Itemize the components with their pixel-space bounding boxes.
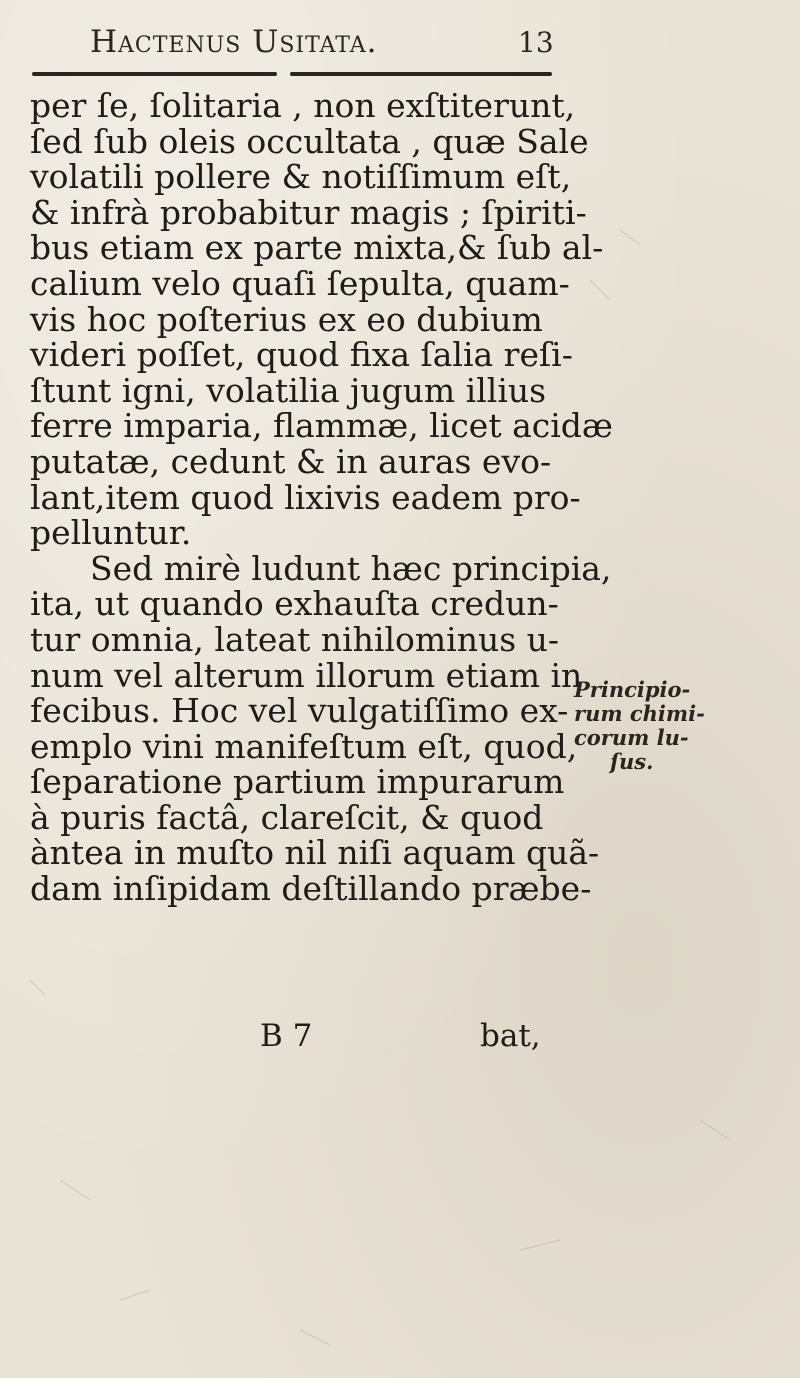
text-line: vis hoc poſterius ex eo dubium	[30, 299, 543, 339]
text-line: volatili pollere & notiſſimum eſt,	[30, 157, 572, 197]
page-number: 13	[518, 26, 554, 59]
text-line: bus etiam ex parte mixta,& ſub al-	[30, 228, 604, 268]
main-text-block	[30, 86, 613, 909]
text-line: num vel alterum illorum etiam in	[30, 655, 583, 695]
page-footer	[0, 1018, 800, 1058]
marginal-note-line: ſus.	[610, 749, 654, 774]
page-header	[76, 22, 576, 66]
text-line: tur omnia, lateat nihilominus u-	[30, 619, 560, 659]
text-line: ſed ſub oleis occultata , quæ Sale	[30, 121, 589, 161]
catchword: bat,	[480, 1018, 541, 1054]
text-line: ita, ut quando exhauſta credun-	[30, 584, 559, 624]
header-rule-left	[32, 72, 277, 76]
text-line: ſtunt igni, volatilia jugum illius	[30, 370, 547, 410]
signature-mark: B 7	[260, 1018, 313, 1054]
text-line: calium velo quaſi ſepulta, quam-	[30, 263, 570, 303]
marginal-note	[574, 678, 724, 774]
text-line: ferre imparia, flammæ, licet acidæ	[30, 406, 613, 446]
text-line: per ſe, ſolitaria , non exſtiterunt,	[30, 86, 576, 125]
text-line: àntea in muſto nil niſi aquam quã-	[30, 833, 600, 873]
marginal-note-line: corum lu-	[574, 725, 689, 750]
text-line: lant,item quod lixivis eadem pro-	[30, 477, 581, 517]
text-line: & infrà probabitur magis ; ſpiriti-	[30, 192, 587, 232]
marginal-note-line: Principio-	[574, 677, 691, 702]
text-line: à puris factâ, clareſcit, & quod	[30, 797, 544, 837]
text-line: videri poſſet, quod fixa ſalia reſi-	[30, 335, 573, 375]
text-line: pelluntur.	[30, 513, 192, 553]
text-line: dam inſipidam deſtillando præbe-	[30, 869, 592, 909]
paragraph-first-line: Sed mirè ludunt hæc principia,	[90, 548, 612, 588]
text-line: putatæ, cedunt & in auras evo-	[30, 441, 552, 481]
text-line: fecibus. Hoc vel vulgatiſſimo ex-	[30, 691, 569, 731]
text-line: emplo vini manifeſtum eſt, quod,	[30, 726, 578, 766]
text-line: ſeparatione partium impurarum	[30, 762, 565, 802]
header-rule-right	[290, 72, 552, 76]
marginal-note-line: rum chimi-	[574, 701, 705, 726]
running-head: Hactenus Usitata.	[90, 24, 378, 60]
